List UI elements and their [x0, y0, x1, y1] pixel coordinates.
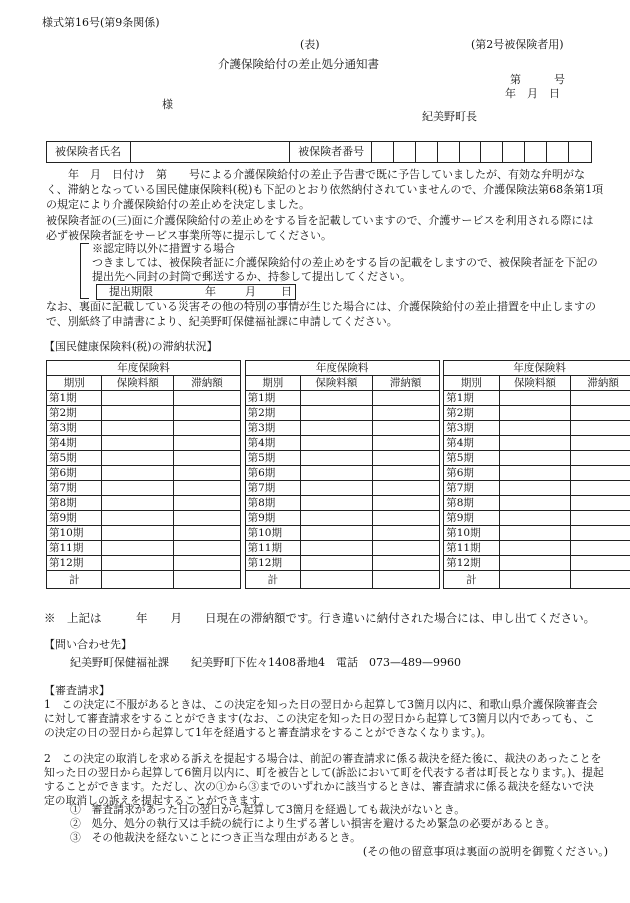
premium-amount-cell[interactable]	[499, 466, 571, 481]
insured-name-field[interactable]	[131, 142, 290, 162]
table-row	[47, 541, 630, 556]
period-column-header: 期別	[245, 376, 300, 391]
arrears-amount-cell[interactable]	[571, 436, 630, 451]
notice-paragraph: 年 月 日付け 第 号による介護保険給付の差止予告書で既に予告していましたが、有効な弁明がなく、滞納となっている国民健康保険料(税)も下記のとおり依然納付されていませんので、介護保険法第68条第1項の規定により介護保険給付の差止めを決定しました。	[46, 168, 604, 211]
period-cell: 第6期	[245, 466, 300, 481]
closing-note: (その他の留意事項は裏面の説明を御覧ください。)	[362, 845, 608, 858]
arrears-footnote: ※ 上記は 年 月 日現在の滞納額です。行き違いに納付された場合には、申し出てください。	[44, 611, 596, 625]
arrears-section-title: 【国民健康保険料(税)の滞納状況】	[44, 340, 218, 353]
period-cell: 第4期	[444, 436, 499, 451]
table-row	[47, 556, 630, 571]
period-cell: 第3期	[444, 421, 499, 436]
premium-amount-cell[interactable]	[301, 451, 373, 466]
arrears-amount-cell[interactable]	[571, 526, 630, 541]
total-premium-cell[interactable]	[301, 571, 373, 589]
total-arrears-cell[interactable]	[372, 571, 439, 589]
premium-amount-cell[interactable]	[102, 436, 174, 451]
premium-amount-cell[interactable]	[102, 406, 174, 421]
document-number: 第 号	[510, 73, 565, 86]
arrears-amount-cell[interactable]	[571, 421, 630, 436]
period-cell: 第4期	[47, 436, 102, 451]
fiscal-year-header: 年度保険料	[444, 361, 630, 376]
appeal-item-2: 2 この決定の取消しを求める訴えを提起する場合は、前記の審査請求に係る裁決を経た後に、裁決のあったことを知った日の翌日から起算して6箇月以内に、町を被告として(訴訟において町を代表する者は町長となります。)、提起することができます。ただし、次の①から③までのいずれかに該当するときは、審査請求に係る裁決を経ないで決定の取消しの訴えを提起することができます。	[44, 752, 604, 807]
premium-amount-cell[interactable]	[102, 511, 174, 526]
front-side-label: (表)	[300, 38, 320, 51]
total-row	[47, 571, 630, 589]
total-premium-cell[interactable]	[102, 571, 174, 589]
period-cell: 第8期	[444, 496, 499, 511]
insured-type-label: (第2号被保険者用)	[471, 38, 564, 51]
arrears-amount-cell[interactable]	[174, 511, 241, 526]
deadline-month: 月	[245, 285, 256, 298]
arrears-amount-cell[interactable]	[174, 421, 241, 436]
period-cell: 第12期	[245, 556, 300, 571]
premium-column-header: 保険料額	[102, 376, 174, 391]
period-cell: 第2期	[245, 406, 300, 421]
premium-amount-cell[interactable]	[499, 541, 571, 556]
insured-number-digit[interactable]	[525, 142, 547, 162]
table-row	[47, 421, 630, 436]
period-cell: 第8期	[47, 496, 102, 511]
arrears-amount-cell[interactable]	[372, 481, 439, 496]
appeal-subitem-1: ① 審査請求があった日の翌日から起算して3箇月を経過しても裁決がないとき。	[70, 803, 466, 816]
period-cell: 第3期	[245, 421, 300, 436]
arrears-amount-cell[interactable]	[372, 526, 439, 541]
table-row	[47, 481, 630, 496]
period-cell: 第9期	[47, 511, 102, 526]
period-cell: 第7期	[444, 481, 499, 496]
period-cell: 第1期	[47, 391, 102, 406]
arrears-amount-cell[interactable]	[571, 556, 630, 571]
table-row	[47, 526, 630, 541]
arrears-amount-cell[interactable]	[372, 436, 439, 451]
arrears-amount-cell[interactable]	[174, 556, 241, 571]
table-row	[47, 451, 630, 466]
premium-amount-cell[interactable]	[102, 391, 174, 406]
total-label: 計	[245, 571, 300, 589]
table-row	[47, 496, 630, 511]
premium-column-header: 保険料額	[499, 376, 571, 391]
contact-details: 紀美野町保健福祉課 紀美野町下佐々1408番地4 電話 073—489—9960	[70, 656, 461, 669]
premium-amount-cell[interactable]	[301, 421, 373, 436]
arrears-amount-cell[interactable]	[174, 451, 241, 466]
arrears-amount-cell[interactable]	[174, 496, 241, 511]
total-premium-cell[interactable]	[499, 571, 571, 589]
document-date: 年 月 日	[505, 87, 560, 100]
appeal-heading: 【審査請求】	[44, 684, 110, 697]
total-label: 計	[47, 571, 102, 589]
premium-amount-cell[interactable]	[301, 436, 373, 451]
premium-column-header: 保険料額	[301, 376, 373, 391]
total-arrears-cell[interactable]	[174, 571, 241, 589]
fiscal-year-header: 年度保険料	[245, 361, 439, 376]
insured-number-digit[interactable]	[394, 142, 416, 162]
premium-amount-cell[interactable]	[102, 556, 174, 571]
appeal-subitem-3: ③ その他裁決を経ないことにつき正当な理由があるとき。	[70, 831, 361, 844]
arrears-amount-cell[interactable]	[571, 466, 630, 481]
note-heading: ※認定時以外に措置する場合	[92, 242, 235, 255]
arrears-column-header: 滞納額	[372, 376, 439, 391]
premium-amount-cell[interactable]	[102, 496, 174, 511]
appeal-subitem-2: ② 処分、処分の執行又は手続の続行により生ずる著しい損害を避けるため緊急の必要があるとき。	[70, 817, 556, 830]
arrears-amount-cell[interactable]	[571, 511, 630, 526]
premium-amount-cell[interactable]	[102, 541, 174, 556]
period-cell: 第11期	[47, 541, 102, 556]
insured-name-label: 被保険者氏名	[47, 142, 131, 162]
arrears-table	[46, 360, 630, 589]
premium-amount-cell[interactable]	[301, 481, 373, 496]
form-number: 様式第16号(第9条関係)	[42, 16, 160, 29]
suspension-cancel-paragraph: なお、裏面に記載している災害その他の特別の事情が生じた場合には、介護保険給付の差止措置を中止しますので、別紙終了申請書により、紀美野町保健福祉課に申請してください。	[46, 300, 596, 328]
period-column-header: 期別	[444, 376, 499, 391]
arrears-amount-cell[interactable]	[174, 541, 241, 556]
arrears-amount-cell[interactable]	[372, 511, 439, 526]
arrears-column-header: 滞納額	[571, 376, 630, 391]
insurance-card-paragraph: 被保険者証の(三)面に介護保険給付の差止めをする旨を記載していますので、介護サービスを利用される際には必ず被保険者証をサービス事業所等に提示してください。	[46, 214, 594, 242]
table-row	[47, 436, 630, 451]
insured-number-digit[interactable]	[481, 142, 503, 162]
arrears-amount-cell[interactable]	[372, 406, 439, 421]
premium-amount-cell[interactable]	[301, 466, 373, 481]
document-title: 介護保険給付の差止処分通知書	[218, 57, 379, 71]
contact-heading: 【問い合わせ先】	[44, 638, 132, 651]
issuer-name: 紀美野町長	[422, 110, 477, 123]
deadline-year: 年	[205, 285, 216, 298]
arrears-amount-cell[interactable]	[174, 436, 241, 451]
note-text: つきましては、被保険者証に介護保険給付の差止めをする旨の記載をしますので、被保険者証を下記の提出先へ同封の封筒で郵送するか、持参して提出してください。	[92, 256, 598, 283]
premium-amount-cell[interactable]	[499, 421, 571, 436]
insured-number-digit[interactable]	[503, 142, 525, 162]
premium-amount-cell[interactable]	[301, 511, 373, 526]
arrears-amount-cell[interactable]	[571, 406, 630, 421]
deadline-day: 日	[281, 285, 292, 298]
premium-amount-cell[interactable]	[301, 496, 373, 511]
premium-amount-cell[interactable]	[102, 481, 174, 496]
premium-amount-cell[interactable]	[499, 406, 571, 421]
period-cell: 第1期	[245, 391, 300, 406]
premium-amount-cell[interactable]	[102, 466, 174, 481]
total-arrears-cell[interactable]	[571, 571, 630, 589]
table-row	[47, 511, 630, 526]
period-cell: 第11期	[444, 541, 499, 556]
insured-number-digit[interactable]	[547, 142, 569, 162]
arrears-amount-cell[interactable]	[372, 421, 439, 436]
arrears-amount-cell[interactable]	[372, 466, 439, 481]
arrears-amount-cell[interactable]	[174, 526, 241, 541]
period-cell: 第12期	[444, 556, 499, 571]
period-cell: 第9期	[444, 511, 499, 526]
period-cell: 第10期	[47, 526, 102, 541]
table-row	[47, 391, 630, 406]
premium-amount-cell[interactable]	[499, 496, 571, 511]
insured-number-digit[interactable]	[460, 142, 482, 162]
fiscal-year-header: 年度保険料	[47, 361, 241, 376]
arrears-amount-cell[interactable]	[174, 391, 241, 406]
insured-id-box	[46, 141, 592, 163]
premium-amount-cell[interactable]	[102, 526, 174, 541]
premium-amount-cell[interactable]	[499, 391, 571, 406]
period-cell: 第6期	[47, 466, 102, 481]
period-cell: 第1期	[444, 391, 499, 406]
period-cell: 第10期	[245, 526, 300, 541]
period-cell: 第3期	[47, 421, 102, 436]
premium-amount-cell[interactable]	[102, 421, 174, 436]
arrears-amount-cell[interactable]	[174, 406, 241, 421]
arrears-amount-cell[interactable]	[372, 556, 439, 571]
arrears-amount-cell[interactable]	[571, 391, 630, 406]
note-bracket	[80, 243, 89, 299]
arrears-amount-cell[interactable]	[571, 496, 630, 511]
arrears-amount-cell[interactable]	[174, 481, 241, 496]
arrears-amount-cell[interactable]	[372, 391, 439, 406]
premium-amount-cell[interactable]	[499, 526, 571, 541]
period-cell: 第12期	[47, 556, 102, 571]
arrears-amount-cell[interactable]	[571, 541, 630, 556]
period-cell: 第7期	[245, 481, 300, 496]
arrears-amount-cell[interactable]	[571, 451, 630, 466]
period-column-header: 期別	[47, 376, 102, 391]
premium-amount-cell[interactable]	[301, 526, 373, 541]
premium-amount-cell[interactable]	[499, 556, 571, 571]
premium-amount-cell[interactable]	[301, 556, 373, 571]
arrears-amount-cell[interactable]	[174, 466, 241, 481]
premium-amount-cell[interactable]	[499, 436, 571, 451]
period-cell: 第5期	[444, 451, 499, 466]
period-cell: 第10期	[444, 526, 499, 541]
arrears-amount-cell[interactable]	[372, 541, 439, 556]
period-cell: 第2期	[444, 406, 499, 421]
insured-number-digit[interactable]	[438, 142, 460, 162]
premium-amount-cell[interactable]	[499, 511, 571, 526]
premium-amount-cell[interactable]	[499, 481, 571, 496]
table-row	[47, 466, 630, 481]
premium-amount-cell[interactable]	[499, 451, 571, 466]
table-row	[47, 406, 630, 421]
premium-amount-cell[interactable]	[301, 406, 373, 421]
arrears-amount-cell[interactable]	[571, 481, 630, 496]
appeal-item-1: 1 この決定に不服があるときは、この決定を知った日の翌日から起算して3箇月以内に、和歌山県介護保険審査会に対して審査請求をすることができます(なお、この決定を知った日の翌日から起算して3箇月以内であっても、この決定の日の翌日から起算して1年を経過すると審査請求をすることができなくなります。)。	[44, 698, 598, 739]
insured-number-label: 被保険者番号	[290, 142, 372, 162]
period-cell: 第7期	[47, 481, 102, 496]
arrears-column-header: 滞納額	[174, 376, 241, 391]
premium-amount-cell[interactable]	[301, 391, 373, 406]
period-cell: 第5期	[245, 451, 300, 466]
insured-number-digit[interactable]	[372, 142, 394, 162]
arrears-amount-cell[interactable]	[372, 496, 439, 511]
period-cell: 第8期	[245, 496, 300, 511]
submission-deadline-box	[96, 284, 296, 300]
total-label: 計	[444, 571, 499, 589]
arrears-amount-cell[interactable]	[372, 451, 439, 466]
period-cell: 第2期	[47, 406, 102, 421]
period-cell: 第5期	[47, 451, 102, 466]
premium-amount-cell[interactable]	[102, 451, 174, 466]
insured-number-digit[interactable]	[416, 142, 438, 162]
period-cell: 第11期	[245, 541, 300, 556]
period-cell: 第4期	[245, 436, 300, 451]
recipient-suffix: 様	[162, 98, 173, 111]
deadline-label: 提出期限	[109, 285, 153, 298]
insured-number-digit[interactable]	[569, 142, 591, 162]
period-cell: 第6期	[444, 466, 499, 481]
premium-amount-cell[interactable]	[301, 541, 373, 556]
period-cell: 第9期	[245, 511, 300, 526]
